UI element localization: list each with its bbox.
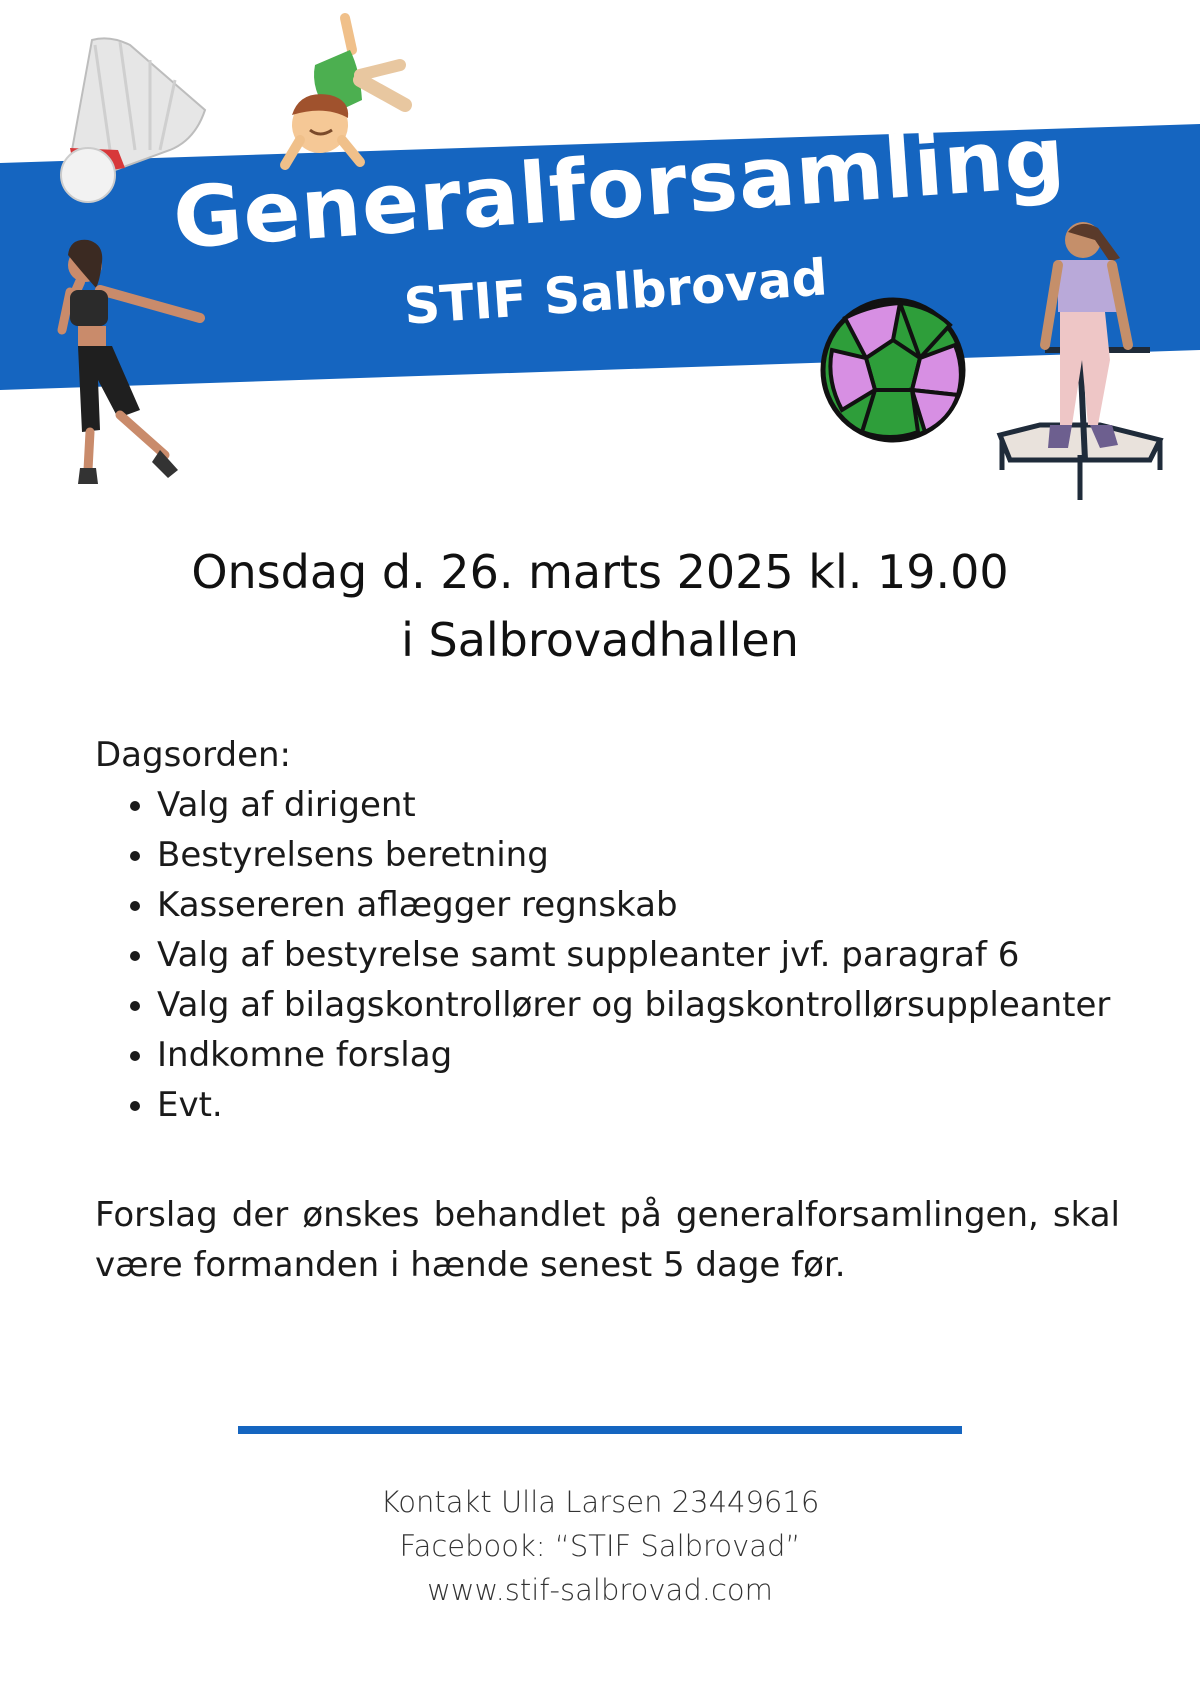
agenda-item: • Valg af bilagskontrollører og bilagskontrollørsuppleanter	[157, 980, 1125, 1030]
agenda-item: • Valg af dirigent	[157, 780, 1125, 830]
contact-website[interactable]: www.stif-salbrovad.com	[427, 1573, 773, 1607]
agenda-item: • Indkomne forslag	[157, 1030, 1125, 1080]
agenda	[95, 730, 1125, 1130]
event-info	[0, 538, 1200, 674]
agenda-item: • Valg af bestyrelse samt suppleanter jvf. paragraf 6	[157, 930, 1125, 980]
agenda-list	[95, 780, 1125, 1130]
divider	[238, 1426, 962, 1434]
contact-info	[0, 1480, 1200, 1612]
agenda-heading: Dagsorden:	[95, 735, 291, 775]
agenda-item: • Kassereren aflægger regnskab	[157, 880, 1125, 930]
banner-text	[0, 0, 1200, 520]
event-date: Onsdag d. 26. marts 2025 kl. 19.00	[191, 545, 1009, 599]
contact-person: Kontakt Ulla Larsen 23449616	[380, 1485, 820, 1519]
page-title: Generalforsamling	[170, 107, 1069, 268]
contact-facebook: Facebook: “STIF Salbrovad”	[399, 1529, 801, 1563]
agenda-item: • Bestyrelsens beretning	[157, 830, 1125, 880]
proposal-note: Forslag der ønskes behandlet på generalforsamlingen, skal være formanden i hænde senest 5 dage før.	[95, 1195, 1120, 1285]
event-place: i Salbrovadhallen	[401, 613, 799, 667]
agenda-item: • Evt.	[157, 1080, 1125, 1130]
page-subtitle: STIF Salbrovad	[402, 248, 830, 336]
